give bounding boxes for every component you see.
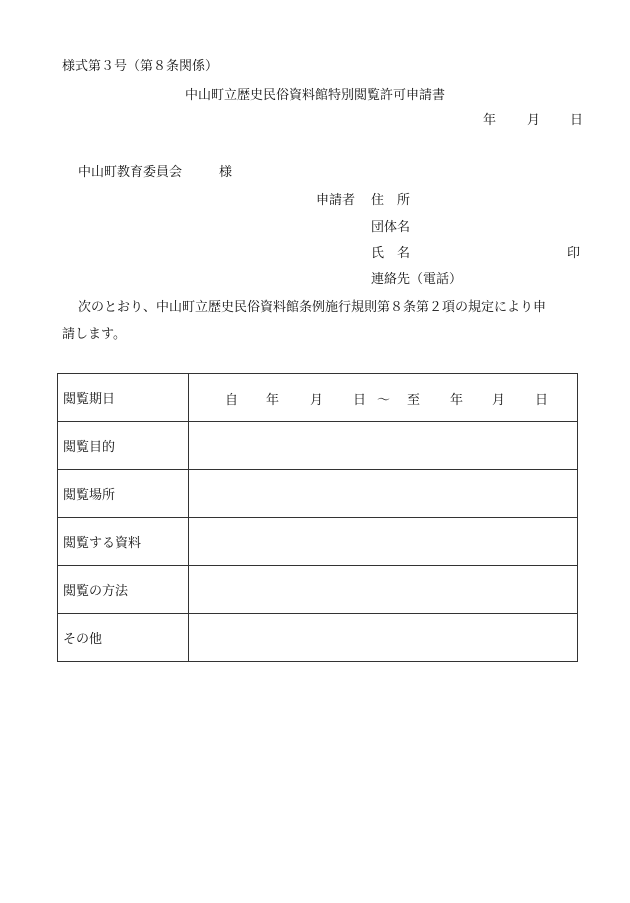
viewing-purpose-field[interactable] (189, 422, 578, 470)
period-year-to: 年 (450, 393, 464, 408)
period-to: 至 (407, 393, 421, 408)
materials-field[interactable] (189, 518, 578, 566)
period-from: 自 (225, 393, 239, 408)
addressee-name: 中山町教育委員会 (78, 165, 183, 180)
period-tilde: ～ (377, 393, 391, 408)
table-row (58, 566, 578, 614)
table-row (58, 422, 578, 470)
table-row (58, 470, 578, 518)
applicant-organization-label: 団体名 (371, 220, 411, 235)
row-label-viewing-place: 閲覧場所 (58, 470, 189, 518)
viewing-place-field[interactable] (189, 470, 578, 518)
form-number: 様式第３号（第８条関係） (62, 59, 219, 74)
period-line (189, 374, 577, 421)
date-month: 月 (527, 113, 541, 128)
date-year: 年 (483, 113, 497, 128)
applicant-label: 申請者 (316, 193, 356, 208)
application-table (57, 373, 578, 662)
table-row (58, 614, 578, 662)
applicant-name-label: 氏 名 (371, 246, 411, 261)
date-day: 日 (570, 113, 584, 128)
body-text-line2: 請します。 (62, 327, 126, 342)
document-title: 中山町立歴史民俗資料館特別閲覧許可申請書 (185, 88, 446, 103)
seal-mark: 印 (567, 246, 581, 261)
viewing-period-field[interactable] (189, 374, 578, 422)
body-text-line1: 次のとおり、中山町立歴史民俗資料館条例施行規則第８条第２項の規定により申 (78, 300, 547, 315)
row-label-viewing-period: 閲覧期日 (58, 374, 189, 422)
period-month-to: 月 (492, 393, 506, 408)
period-day-from: 日 (353, 393, 367, 408)
addressee-honorific: 様 (219, 165, 233, 180)
period-year-from: 年 (266, 393, 280, 408)
table-row (58, 374, 578, 422)
other-field[interactable] (189, 614, 578, 662)
applicant-address-label: 住 所 (371, 193, 411, 208)
row-label-viewing-method: 閲覧の方法 (58, 566, 189, 614)
period-day-to: 日 (535, 393, 549, 408)
row-label-materials: 閲覧する資料 (58, 518, 189, 566)
period-month-from: 月 (310, 393, 324, 408)
row-label-viewing-purpose: 閲覧目的 (58, 422, 189, 470)
viewing-method-field[interactable] (189, 566, 578, 614)
table-row (58, 518, 578, 566)
row-label-other: その他 (58, 614, 189, 662)
applicant-contact-label: 連絡先（電話） (371, 272, 463, 287)
